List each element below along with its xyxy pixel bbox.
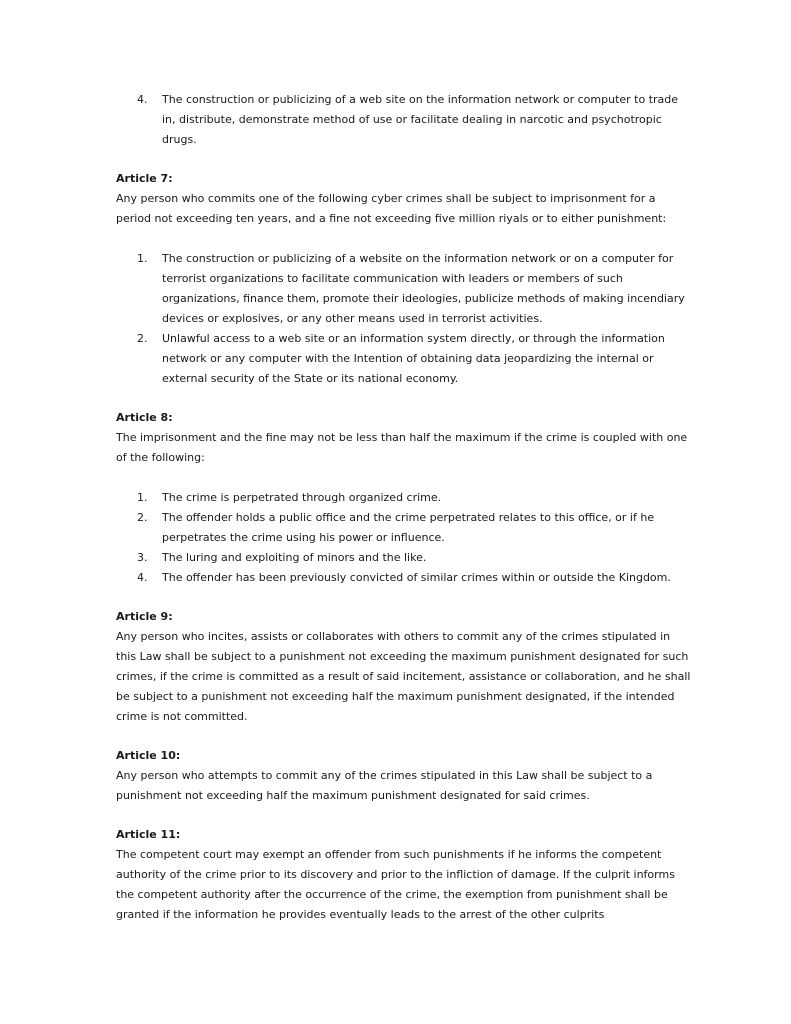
- article-11-body: The competent court may exempt an offender from such punishments if he informs the competent authority of the crime prior to its discovery and prior to the infliction of damage. If the culprit informs the competent authority after the occurrence of the crime, the exemption from punishment shall be granted if the information he provides eventually leads to the arrest of the other culprits: [116, 848, 675, 921]
- list-item-text: The construction or publicizing of a web site on the information network or computer to trade in, distribute, demonstrate method of use or facilitate dealing in narcotic and psychotropic drugs.: [162, 93, 679, 146]
- article-10-body: Any person who attempts to commit any of the crimes stipulated in this Law shall be subject to a punishment not exceeding half the maximum punishment designated for said crimes.: [116, 769, 653, 802]
- list-item-number: 2.: [137, 511, 148, 524]
- list-item: [116, 568, 691, 588]
- list-item: [116, 488, 691, 508]
- document-page: [116, 90, 691, 925]
- article-7-intro: Any person who commits one of the following cyber crimes shall be subject to imprisonment for a period not exceeding ten years, and a fine not exceeding five million riyals or to either punishment:: [116, 192, 667, 225]
- list-item-number: 4.: [137, 93, 148, 106]
- list-item-number: 1.: [137, 491, 148, 504]
- list-item: [116, 249, 691, 329]
- list-item-text: The offender has been previously convicted of similar crimes within or outside the Kingdom.: [162, 571, 671, 584]
- article-7-list: [116, 249, 691, 389]
- list-item-text: The crime is perpetrated through organized crime.: [162, 491, 442, 504]
- article-8-intro: The imprisonment and the fine may not be less than half the maximum if the crime is coupled with one of the following:: [116, 431, 688, 464]
- article-8: [116, 408, 691, 588]
- article-8-heading: Article 8:: [116, 411, 173, 424]
- list-item-number: 4.: [137, 571, 148, 584]
- article-10: [116, 746, 691, 806]
- article-9-body: Any person who incites, assists or collaborates with others to commit any of the crimes stipulated in this Law shall be subject to a punishment not exceeding the maximum punishment designated for such crimes, if the crime is committed as a result of said incitement, assistance or collaboration, and he shall be subject to a punishment not exceeding half the maximum punishment designated, if the intended crime is not committed.: [116, 630, 691, 723]
- list-item: [116, 548, 691, 568]
- list-item-text: The construction or publicizing of a website on the information network or on a computer for terrorist organizations to facilitate communication with leaders or members of such organizations, finance them, promote their ideologies, publicize methods of making incendiary devices or explosives, or any other means used in terrorist activities.: [162, 252, 685, 325]
- article-7: [116, 169, 691, 389]
- article-11-heading: Article 11:: [116, 828, 181, 841]
- continued-list: [116, 90, 691, 150]
- list-item: [116, 508, 691, 548]
- list-item: [116, 90, 691, 150]
- article-7-heading: Article 7:: [116, 172, 173, 185]
- list-item-number: 2.: [137, 332, 148, 345]
- article-11: [116, 825, 691, 925]
- article-9: [116, 607, 691, 727]
- article-9-heading: Article 9:: [116, 610, 173, 623]
- list-item-number: 3.: [137, 551, 148, 564]
- list-item-number: 1.: [137, 252, 148, 265]
- article-8-list: [116, 488, 691, 588]
- list-item: [116, 329, 691, 389]
- article-10-heading: Article 10:: [116, 749, 181, 762]
- list-item-text: Unlawful access to a web site or an information system directly, or through the information network or any computer with the Intention of obtaining data jeopardizing the internal or external security of the State or its national economy.: [162, 332, 665, 385]
- list-item-text: The luring and exploiting of minors and the like.: [162, 551, 427, 564]
- list-item-text: The offender holds a public office and the crime perpetrated relates to this office, or if he perpetrates the crime using his power or influence.: [162, 511, 655, 544]
